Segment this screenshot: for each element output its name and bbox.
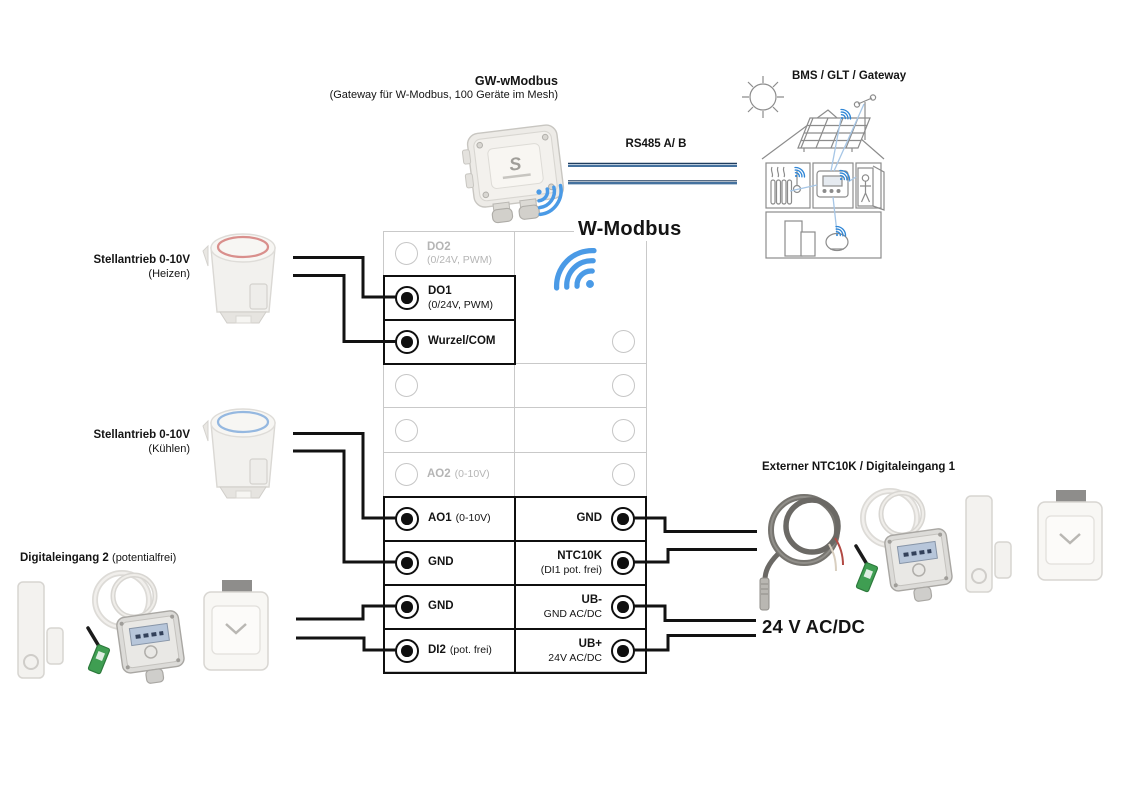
terminal-cell-ntc10k: NTC10K (DI1 pot. frei) xyxy=(515,541,646,585)
wire-heizen-do1 xyxy=(293,258,396,298)
terminal-cell-empty xyxy=(515,320,646,364)
cable-sensor-image xyxy=(848,484,958,604)
terminal-cell-ao2: AO2 (0-10V) xyxy=(384,453,515,497)
terminal-circle-empty xyxy=(395,374,418,397)
gateway-device-image xyxy=(458,116,574,228)
terminal-circle-connected xyxy=(395,286,419,310)
terminal-cell-ao1: AO1 (0-10V) xyxy=(384,497,515,541)
terminal-cell-empty xyxy=(515,408,646,453)
digitaleingang2-label: Digitaleingang 2 (potentialfrei) xyxy=(20,552,177,564)
ntc-probe-image xyxy=(756,478,848,620)
terminal-circle-connected xyxy=(611,639,635,663)
wire-di2-in xyxy=(296,638,396,650)
wire-ntc-sensor xyxy=(634,550,757,563)
terminal-cell-ub-minus: UB- GND AC/DC xyxy=(515,585,646,629)
terminal-circle-connected xyxy=(395,595,419,619)
terminal-circle-connected xyxy=(611,595,635,619)
terminal-circle-connected xyxy=(611,507,635,531)
wire-ub-plus xyxy=(634,636,756,651)
key-card-switch-image xyxy=(1036,490,1106,582)
terminal-circle-connected xyxy=(611,551,635,575)
gateway-logo: S xyxy=(508,153,523,175)
wire-kuehlen-gnd xyxy=(293,451,396,562)
terminal-cell-empty xyxy=(384,408,515,453)
terminal-cell-empty xyxy=(515,364,646,408)
kuehlen-label: Stellantrieb 0-10V (Kühlen) xyxy=(93,429,190,455)
key-card-switch-image xyxy=(202,580,272,672)
rs485-label: RS485 A/ B xyxy=(625,138,687,150)
terminal-circle-empty xyxy=(395,463,418,486)
terminal-cell-gnd-right: GND xyxy=(515,497,646,541)
terminal-block xyxy=(383,231,647,672)
terminal-cell-do1: DO1 (0/24V, PWM) xyxy=(384,276,515,320)
terminal-circle-empty xyxy=(612,330,635,353)
solar-panel-icon xyxy=(798,118,870,152)
terminal-cell-wifi xyxy=(515,232,646,320)
terminal-circle-empty xyxy=(395,242,418,265)
actuator-kuehlen-image xyxy=(198,399,288,507)
gateway-subtitle: (Gateway für W-Modbus, 100 Geräte im Mesh) xyxy=(329,89,558,101)
terminal-cell-empty xyxy=(515,453,646,497)
rs485-line-a xyxy=(568,163,737,165)
wire-kuehlen-ao1 xyxy=(293,434,396,519)
room-controller-icon xyxy=(817,171,848,197)
terminal-cell-di2: DI2 (pot. frei) xyxy=(384,629,515,673)
sun-icon xyxy=(742,76,784,118)
terminal-cell-gnd-1: GND xyxy=(384,541,515,585)
terminal-circle-empty xyxy=(612,419,635,442)
wire-gnd-sensor xyxy=(634,518,757,532)
door-contact-image xyxy=(14,576,69,684)
terminal-circle-empty xyxy=(395,419,418,442)
ntc10k-label: Externer NTC10K / Digitaleingang 1 xyxy=(762,461,955,473)
actuator-heizen-image xyxy=(198,224,288,332)
terminal-cell-ub-plus: UB+ 24V AC/DC xyxy=(515,629,646,673)
terminal-circle-empty xyxy=(612,463,635,486)
heizen-label: Stellantrieb 0-10V (Heizen) xyxy=(93,254,190,280)
terminal-cell-empty xyxy=(384,364,515,408)
door-contact-image xyxy=(962,490,1017,598)
terminal-circle-empty xyxy=(612,374,635,397)
cable-sensor-image xyxy=(80,566,190,686)
gateway-title: GW-wModbus xyxy=(474,74,558,88)
terminal-cell-gnd-2: GND xyxy=(384,585,515,629)
terminal-cell-do2: DO2 (0/24V, PWM) xyxy=(384,232,515,276)
terminal-circle-connected xyxy=(395,551,419,575)
power-supply-label: 24 V AC/DC xyxy=(762,616,866,637)
wire-di2-gnd xyxy=(296,606,396,619)
terminal-circle-connected xyxy=(395,507,419,531)
terminal-cell-wurzel-com: Wurzel/COM xyxy=(384,320,515,364)
wmodbus-label: W-Modbus xyxy=(574,218,685,241)
terminal-circle-connected xyxy=(395,330,419,354)
terminal-circle-connected xyxy=(395,639,419,663)
gateway-title-block xyxy=(258,74,558,101)
wire-ub-minus xyxy=(634,606,756,621)
bms-label: BMS / GLT / Gateway xyxy=(792,70,907,82)
wire-heizen-com xyxy=(293,276,396,342)
bms-house-image xyxy=(738,58,888,263)
rs485-line-b xyxy=(568,181,737,183)
